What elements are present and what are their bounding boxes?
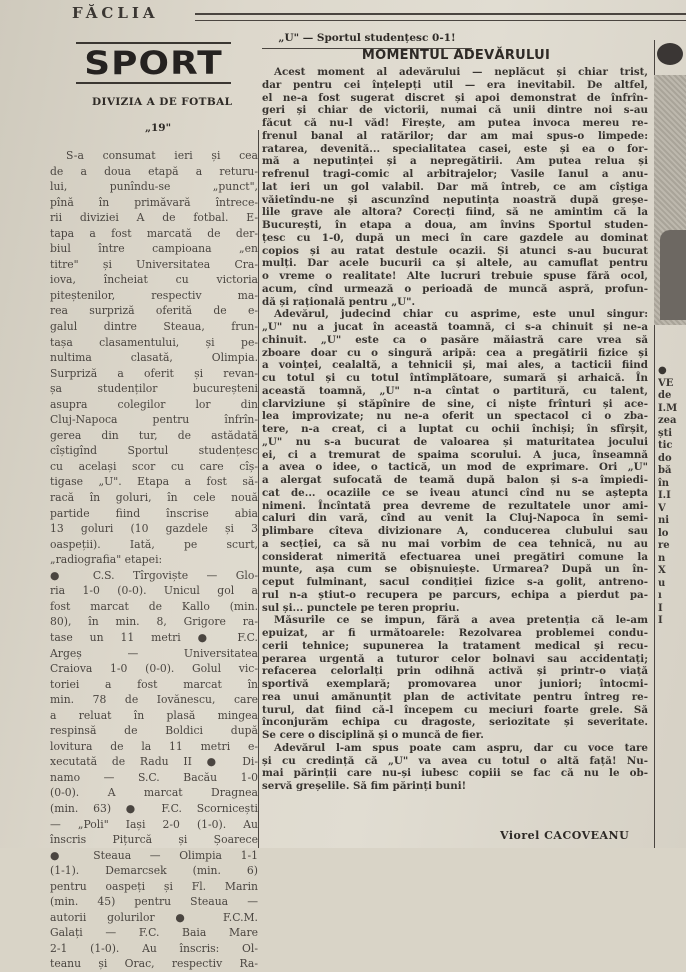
logo-rule-bottom	[76, 82, 231, 84]
text-line: în	[658, 477, 670, 489]
text-line: cîștigînd Sportul studențesc	[50, 444, 258, 458]
text-line: teanu și Orac, respectiv Ra-	[50, 957, 258, 971]
text-line: I	[658, 602, 663, 614]
sport-section-logo	[76, 42, 231, 84]
article-kicker: „U" — Sportul studențesc 0-1!	[262, 32, 472, 49]
text-line: 80), în min. 8, Grigore ra-	[50, 615, 258, 629]
text-line: min. 78 de Iovănescu, care	[50, 693, 258, 707]
text-line: țesc cu 1-0, după un meci în care gazdele au dominat	[262, 231, 648, 244]
text-line: înscris Pițurcă și Șoarece	[50, 833, 258, 847]
neighbour-column-text	[658, 365, 686, 628]
text-line: Argeș — Universitatea	[50, 646, 258, 660]
text-line: V	[658, 502, 666, 514]
text-line: racă în goluri, în cele nouă	[50, 491, 258, 505]
text-line: I.I	[658, 490, 671, 501]
text-line: copios și au ratat destule ocazii. Și atunci s-au bucurat	[262, 244, 648, 257]
text-line: tapa a fost marcată de der-	[50, 226, 258, 240]
text-line: mai părinții care nu-și iubesc copiii se fac că nu le ob-	[262, 767, 648, 780]
article-body	[262, 66, 648, 793]
text-line: pentru oaspeți și Fl. Marin	[50, 879, 258, 893]
text-line: tase un 11 metri ● F.C.	[50, 630, 258, 644]
text-line: considerat nimerită efectuarea unei pregătiri comune la	[262, 550, 648, 563]
text-line: 2-1 (1-0). Au înscris: Ol-	[50, 941, 258, 955]
article-byline: Viorel CACOVEANU	[500, 829, 630, 842]
text-line: București, în etapa a doua, am învins Sportul studen-	[262, 219, 648, 231]
text-line: bă	[658, 465, 672, 476]
text-line: dar pentru cei înțelepți util — era inevitabil. De altfel,	[262, 78, 648, 91]
text-line: frenul banal al ratărilor; dar am mai spus-o limpede:	[262, 129, 648, 142]
text-line: lovitura de la 11 metri e-	[50, 739, 258, 753]
text-line: lea improvizate; nu ne-a oferit un spectacol ci o zba-	[262, 410, 648, 423]
text-line: titre" și Universitatea Cra-	[50, 257, 258, 271]
text-line: refrenul tragi-comic al arbitrajelor; Vasile Ianul a anu-	[262, 168, 648, 180]
text-line: (min. 45) pentru Steaua —	[50, 895, 258, 909]
text-line: tigase „U". Etapa a fost să-	[50, 475, 258, 489]
text-line: turul, dat fiind că-l începem cu meciuri foarte grele. Să	[262, 703, 648, 716]
text-line: de	[658, 390, 672, 401]
neighbour-photo-shadow	[660, 230, 686, 320]
text-line: ei, ci a tremurat de spaima scorului. A juca, înseamnă	[262, 448, 648, 461]
text-line: (min. 63) ● F.C. Scornicești	[50, 801, 258, 815]
text-line: a avea o idee, o tactică, un mod de exprimare. Ori „U"	[262, 461, 648, 474]
text-line: cu același scor cu care cîș-	[50, 459, 258, 473]
text-line: Cluj-Napoca pentru înfrîn-	[50, 413, 258, 427]
text-line: mă a neputinței și a nepregătirii. Am putea relua și	[262, 155, 648, 168]
text-line: cu totul și cu totul întîmplătoare, sumară și arhaică. În	[262, 372, 648, 384]
text-line: făcut că nu-l văd! Firește, am putea invoca mereu re-	[262, 117, 648, 129]
text-line: ● C.S. Tîrgoviște — Glo-	[50, 568, 258, 582]
text-line: mulți. Dar acele bucurii ca și altele, au camuflat pentru	[262, 257, 648, 270]
text-line: cerii tehnice; supunerea la tratament medical și recu-	[262, 639, 648, 652]
text-line: sportivă exemplară; promovarea unor juniori; întocmi-	[262, 678, 648, 690]
text-line: autorii golurilor ● F.C.M.	[50, 910, 258, 924]
text-line: (0-0). A marcat Dragnea	[50, 786, 258, 800]
text-line: caluri din vară, cînd au venit la Cluj-Napoca în semi-	[262, 512, 648, 525]
text-line: namo — S.C. Bacău 1-0	[50, 770, 258, 784]
text-line: respinsă de Boldici după	[50, 724, 258, 738]
left-article-body	[50, 148, 258, 972]
text-line: geri și chiar de victorii, numai că unii dintre noi s-au	[262, 104, 648, 117]
text-line: cat de... ocaziile ce se iveau atunci cînd nu se aștepta	[262, 486, 648, 499]
text-line: Surpriză a oferit și revan-	[50, 366, 258, 380]
text-line: nimeni. Încîntată prea devreme de rezultatele unor ami-	[262, 499, 648, 512]
text-line: ı	[658, 590, 662, 601]
text-line: Adevărul, judecind chiar cu asprime, este unul singur:	[274, 308, 648, 321]
text-line: înconjurăm echipa cu dragoste, seriozitate și severitate.	[262, 716, 648, 729]
text-line: văietîndu-ne și ascunzînd neputința noastră după greșe-	[262, 193, 648, 206]
text-line: partide fiind înscrise abia	[50, 506, 258, 520]
text-line: lat ieri un gol valabil. Dar mă întreb, ce am cîștiga	[262, 180, 648, 193]
text-line: I.M	[658, 402, 678, 414]
section-heading: DIVIZIA A DE FOTBAL	[92, 96, 233, 108]
text-line: galul dintre Steaua, frun-	[50, 320, 258, 334]
text-line: de a doua etapă a returu-	[50, 164, 258, 178]
text-line: u	[658, 577, 666, 589]
section-subheading: „19"	[144, 122, 172, 134]
text-line: Craiova 1-0 (0-0). Golul vic-	[50, 662, 258, 676]
text-line: zboare doar cu o singură aripă: cea a pregătirii fizice și	[262, 346, 648, 359]
text-line: rea unui amănunțit plan de activitate pentru întreg re-	[262, 690, 648, 703]
text-line: do	[658, 452, 672, 464]
text-line: — „Poli" Iași 2-0 (1-0). Au	[50, 817, 258, 831]
text-line: tere, n-a creat, ci a luptat cu ochii închiși; în sfîrșit,	[262, 423, 648, 435]
text-line: n	[658, 552, 666, 564]
text-line: lo	[658, 527, 669, 539]
text-line: Se cere o disciplină și o muncă de fier.	[262, 729, 484, 741]
text-line: această toamnă, „U" n-a cîntat o partitură, cu talent,	[262, 384, 648, 397]
column-divider	[258, 130, 259, 848]
text-line: Adevărul l-am spus poate cam aspru, dar cu voce tare	[274, 741, 648, 754]
text-line: fost marcat de Kallo (min.	[50, 599, 258, 613]
text-line: ni	[658, 515, 670, 526]
text-line: „U" nu s-a bucurat de valoarea și maturitatea jocului	[262, 435, 648, 448]
text-line: asupra colegilor lor din	[50, 397, 258, 411]
text-line: lui, punîndu-se „punct",	[50, 180, 258, 194]
text-line: ratarea, devenită... specialitatea casei, este și ea o for-	[262, 142, 648, 155]
text-line: șa studenților bucureșteni	[50, 382, 258, 396]
text-line: re	[658, 540, 670, 551]
sport-label: SPORT	[84, 44, 223, 82]
text-line: dă și rațională pentru „U".	[262, 295, 416, 308]
text-line: lile grave ale altora? Corecți fiind, să ne amintim că la	[262, 206, 648, 219]
text-line: a voinței, cealaltă, a tehnicii și, mai ales, a tacticii fiind	[262, 359, 648, 372]
text-line: o vreme o realitate! Alte lucruri trebuie spuse fără ocol,	[262, 270, 648, 282]
text-line: rii diviziei A de fotbal. E-	[50, 211, 258, 225]
text-line: ști	[658, 427, 673, 439]
text-line: sul și... punctele pe teren propriu.	[262, 601, 460, 614]
text-line: toriei a fost marcat în	[50, 677, 258, 691]
text-line: epuizat, ar fi următoarele: Rezolvarea problemei condu-	[262, 627, 648, 639]
text-line: ●	[658, 365, 667, 376]
text-line: a reluat în plasă mingea	[50, 708, 258, 722]
text-line: nultima clasată, Olimpia.	[50, 351, 258, 365]
text-line: Acest moment al adevărului — neplăcut și chiar trist,	[274, 66, 648, 78]
text-line: piteștenilor, respectiv ma-	[50, 288, 258, 302]
text-line: xecutată de Radu II ● Di-	[50, 755, 258, 769]
text-line: rul n-a știut-o recupera pe parcurs, echipa a pierdut pa-	[262, 588, 648, 601]
text-line: tic	[658, 440, 673, 451]
text-line: el ne-a fost sugerat discret și apoi demonstrat de înfrîn-	[262, 91, 648, 104]
text-line: ria 1-0 (0-0). Unicul gol a	[50, 584, 258, 598]
text-line: gerea din tur, de astădată	[50, 428, 258, 442]
bullet-icon	[657, 43, 683, 65]
text-line: iova, încheiat cu victoria	[50, 273, 258, 287]
text-line: X	[658, 565, 666, 576]
article-title: MOMENTUL ADEVĂRULUI	[361, 48, 551, 63]
text-line: (1-1). Demarcsek (min. 6)	[50, 864, 258, 878]
text-line: plimbare cîteva divizionare A, conducerea clubului sau	[262, 525, 648, 537]
text-line: și cu credință că „U" va avea cu totul o altă față! Nu-	[262, 754, 648, 767]
text-line: rea surpriză oferită de e-	[50, 304, 258, 318]
text-line: „U" nu a jucat în această toamnă, ci s-a chinuit și ne-a	[262, 321, 648, 333]
text-line: perarea urgentă a tuturor celor bolnavi sau accidentați;	[262, 652, 648, 665]
text-line: biul între campioana „en	[50, 242, 258, 256]
text-line: refacerea celorlalți prin odihnă activă și printr-o viață	[262, 665, 648, 678]
text-line: a secției, ca să nu mai vorbim de cea tehnică, nu au	[262, 537, 648, 550]
text-line: acum, cînd urmează o perioadă de muncă aspră, profun-	[262, 282, 648, 295]
text-line: 13 goluri (10 gazdele și 3	[50, 522, 258, 536]
text-line: servă greșelile. Să fim părinți buni!	[262, 780, 467, 792]
masthead-rule	[195, 13, 686, 21]
text-line: I	[658, 615, 663, 626]
text-line: VE	[658, 377, 674, 389]
text-line: chinuit. „U" este ca o pasăre măiastră care vrea să	[262, 333, 648, 346]
text-line: munte, așa cum se obișnuiește. Urmarea? După un în-	[262, 563, 648, 576]
text-line: zea	[658, 415, 677, 426]
text-line: oaspeții). Iată, pe scurt,	[50, 537, 258, 551]
left-column	[22, 40, 258, 972]
text-line: clarviziune și stăpînire de sine, ci niște frînturi și ace-	[262, 397, 648, 410]
text-line: Galați — F.C. Baia Mare	[50, 926, 258, 940]
text-line: ceput fulminant, sacul condiției fizice s-a golit, antreno-	[262, 576, 648, 588]
text-line: ● Steaua — Olimpia 1-1	[50, 848, 258, 862]
text-line: a alergat sufocată de teamă după balon și s-a împiedi-	[262, 474, 648, 486]
text-line: pînă în primăvară întrece-	[50, 195, 258, 209]
text-line: tașa clasamentului, și pe-	[50, 335, 258, 349]
text-line: „radiografia" etapei:	[50, 553, 163, 567]
text-line: S-a consumat ieri și cea	[66, 149, 258, 162]
masthead-title: FĂCLIA	[72, 4, 159, 22]
text-line: Măsurile ce se impun, fără a avea pretenția că le-am	[274, 614, 648, 627]
